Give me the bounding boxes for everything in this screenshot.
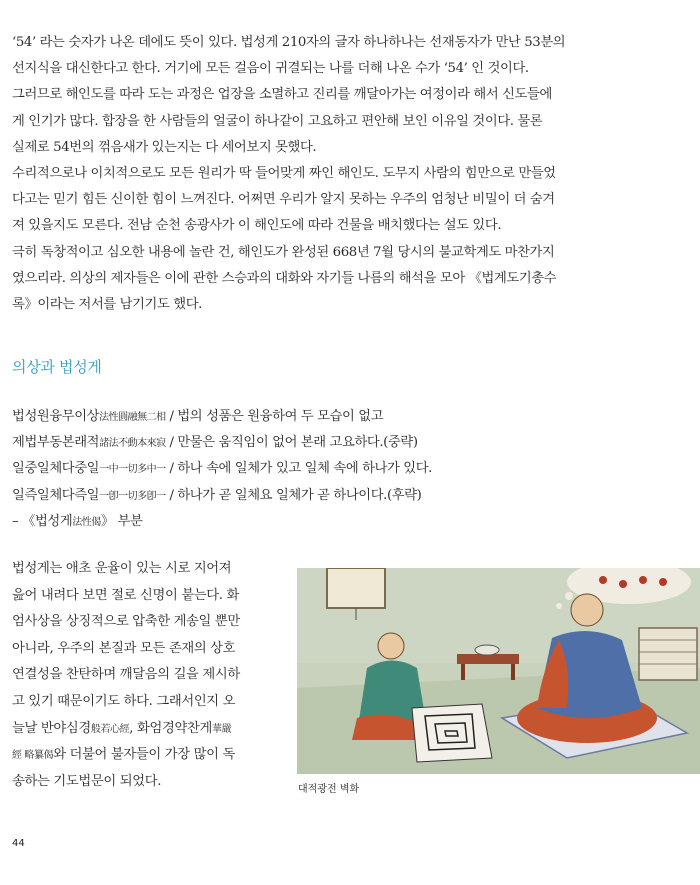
verse-line xyxy=(12,456,592,482)
text-line: 였으리라. 의상의 제자들은 이에 관한 스승과의 대화와 자기들 나름의 해석을 모아 《법계도기총수 xyxy=(12,270,557,286)
verse-translation: / 법의 성품은 원융하여 두 모습이 없고 xyxy=(165,409,384,424)
verse-hanja: 諸法不動本來寂 xyxy=(99,438,166,450)
verse-line xyxy=(12,404,592,430)
text-line: 고 있기 때문이기도 하다. 그래서인지 오 xyxy=(12,693,236,709)
verse-line xyxy=(12,483,592,509)
text-line: 게 인기가 많다. 합장을 한 사람들의 얼굴이 하나같이 고요하고 편안해 보인 이유일 것이다. 물론 xyxy=(12,113,543,129)
verse-korean: 일즉일체다즉일 xyxy=(12,487,100,503)
verse-korean: 일중일체다중일 xyxy=(12,461,100,477)
incense-burner xyxy=(475,645,499,655)
body-text xyxy=(12,556,282,795)
intro-text xyxy=(12,30,592,318)
text-line xyxy=(12,742,282,769)
sutra-books xyxy=(639,628,697,680)
verse-source xyxy=(12,509,592,535)
verse-hanja: 法性圓融無二相 xyxy=(99,412,166,423)
section-title: 의상과 법성게 xyxy=(12,358,102,376)
verse-line xyxy=(12,430,592,456)
text-line: ‘54’ 라는 숫자가 나온 데에도 뜻이 있다. 법성게 210자의 글자 하나하나는 선재동자가 만난 53분의 xyxy=(12,35,566,50)
verse-korean: 제법부동본래적 xyxy=(12,435,100,451)
cloud-symbol xyxy=(619,580,627,588)
verse-source-hanja: 法性偈 xyxy=(72,516,101,528)
text-run: , 화엄경약찬게 xyxy=(129,720,212,736)
text-line: 수리적으로나 이치적으로도 모든 원리가 딱 들어맞게 짜인 해인도. 도무지 사람의 힘만으로 만들었 xyxy=(12,165,556,181)
hanja-run: 經 略纂偈 xyxy=(12,750,54,762)
text-line: 다고는 믿기 힘든 신이한 힘이 느껴진다. 어쩌면 우리가 알지 못하는 우주의 엄청난 비밀이 더 숨겨 xyxy=(12,192,555,208)
hanja-run: 華嚴 xyxy=(212,723,232,735)
text-line: 실제로 54번의 꺾음새가 있는지는 다 세어보지 못했다. xyxy=(12,139,317,155)
text-line: 읊어 내려다 보면 절로 신명이 붙는다. 화 xyxy=(12,587,240,603)
hanging-scroll xyxy=(327,568,385,608)
text-line: 엄사상을 상징적으로 압축한 게송일 뿐만 xyxy=(12,614,240,630)
table-leg xyxy=(461,664,465,680)
disciple-head xyxy=(378,633,404,659)
mural-image xyxy=(297,568,700,774)
text-line: 선지식을 대신한다고 한다. 거기에 모든 걸음이 귀결되는 나를 더해 나온 수가 ‘54’ 인 것이다. xyxy=(12,61,529,77)
page-number: 44 xyxy=(12,838,25,849)
verse-hanja: 一中一切多中一 xyxy=(99,464,166,476)
hanja-run: 般若心經 xyxy=(90,723,130,735)
verse-quote xyxy=(12,404,592,535)
thought-bubble xyxy=(565,592,573,600)
verse-translation: / 하나가 곧 일체요 일체가 곧 하나이다.(후략) xyxy=(165,487,422,503)
low-table xyxy=(457,654,519,664)
cloud-symbol xyxy=(639,576,647,584)
master-head xyxy=(571,594,603,626)
verse-korean: 법성원융무이상 xyxy=(12,409,100,424)
text-line: 그러므로 해인도를 따라 도는 과정은 업장을 소멸하고 진리를 깨달아가는 여정이라 해서 신도들에 xyxy=(12,87,552,103)
mural-illustration xyxy=(297,568,700,774)
figure-caption: 대적광전 벽화 xyxy=(298,784,360,795)
text-line: 아니라, 우주의 본질과 모든 존재의 상호 xyxy=(12,640,236,656)
text-line xyxy=(12,716,282,743)
text-line: 송하는 기도법문이 되었다. xyxy=(12,773,162,789)
verse-source-post: 》 부분 xyxy=(100,513,143,529)
thought-bubble xyxy=(556,603,562,609)
cloud-symbol xyxy=(599,576,607,584)
text-run: 와 더불어 불자들이 가장 많이 독 xyxy=(53,747,236,763)
text-run: 늘날 반야심경 xyxy=(12,720,91,736)
text-line: 극히 독창적이고 심오한 내용에 놀란 건, 해인도가 완성된 668년 7월 당시의 불교학계도 마찬가지 xyxy=(12,244,555,260)
text-line: 록》이라는 저서를 남기기도 했다. xyxy=(12,296,202,312)
table-leg xyxy=(511,664,515,680)
verse-translation: / 만물은 움직임이 없어 본래 고요하다.(중략) xyxy=(165,435,418,451)
text-line: 져 있을지도 모른다. 전남 순천 송광사가 이 해인도에 따라 건물을 배치했다는 설도 있다. xyxy=(12,218,502,234)
text-line: 법성게는 애초 운율이 있는 시로 지어져 xyxy=(12,561,232,576)
verse-translation: / 하나 속에 일체가 있고 일체 속에 하나가 있다. xyxy=(165,461,432,477)
cloud-symbol xyxy=(659,578,667,586)
verse-source-pre: – 《법성게 xyxy=(12,513,73,529)
seal-diagram-paper xyxy=(412,704,492,762)
text-line: 연결성을 찬탄하며 깨달음의 길을 제시하 xyxy=(12,667,240,683)
verse-hanja: 一卽一切多卽一 xyxy=(99,490,166,502)
